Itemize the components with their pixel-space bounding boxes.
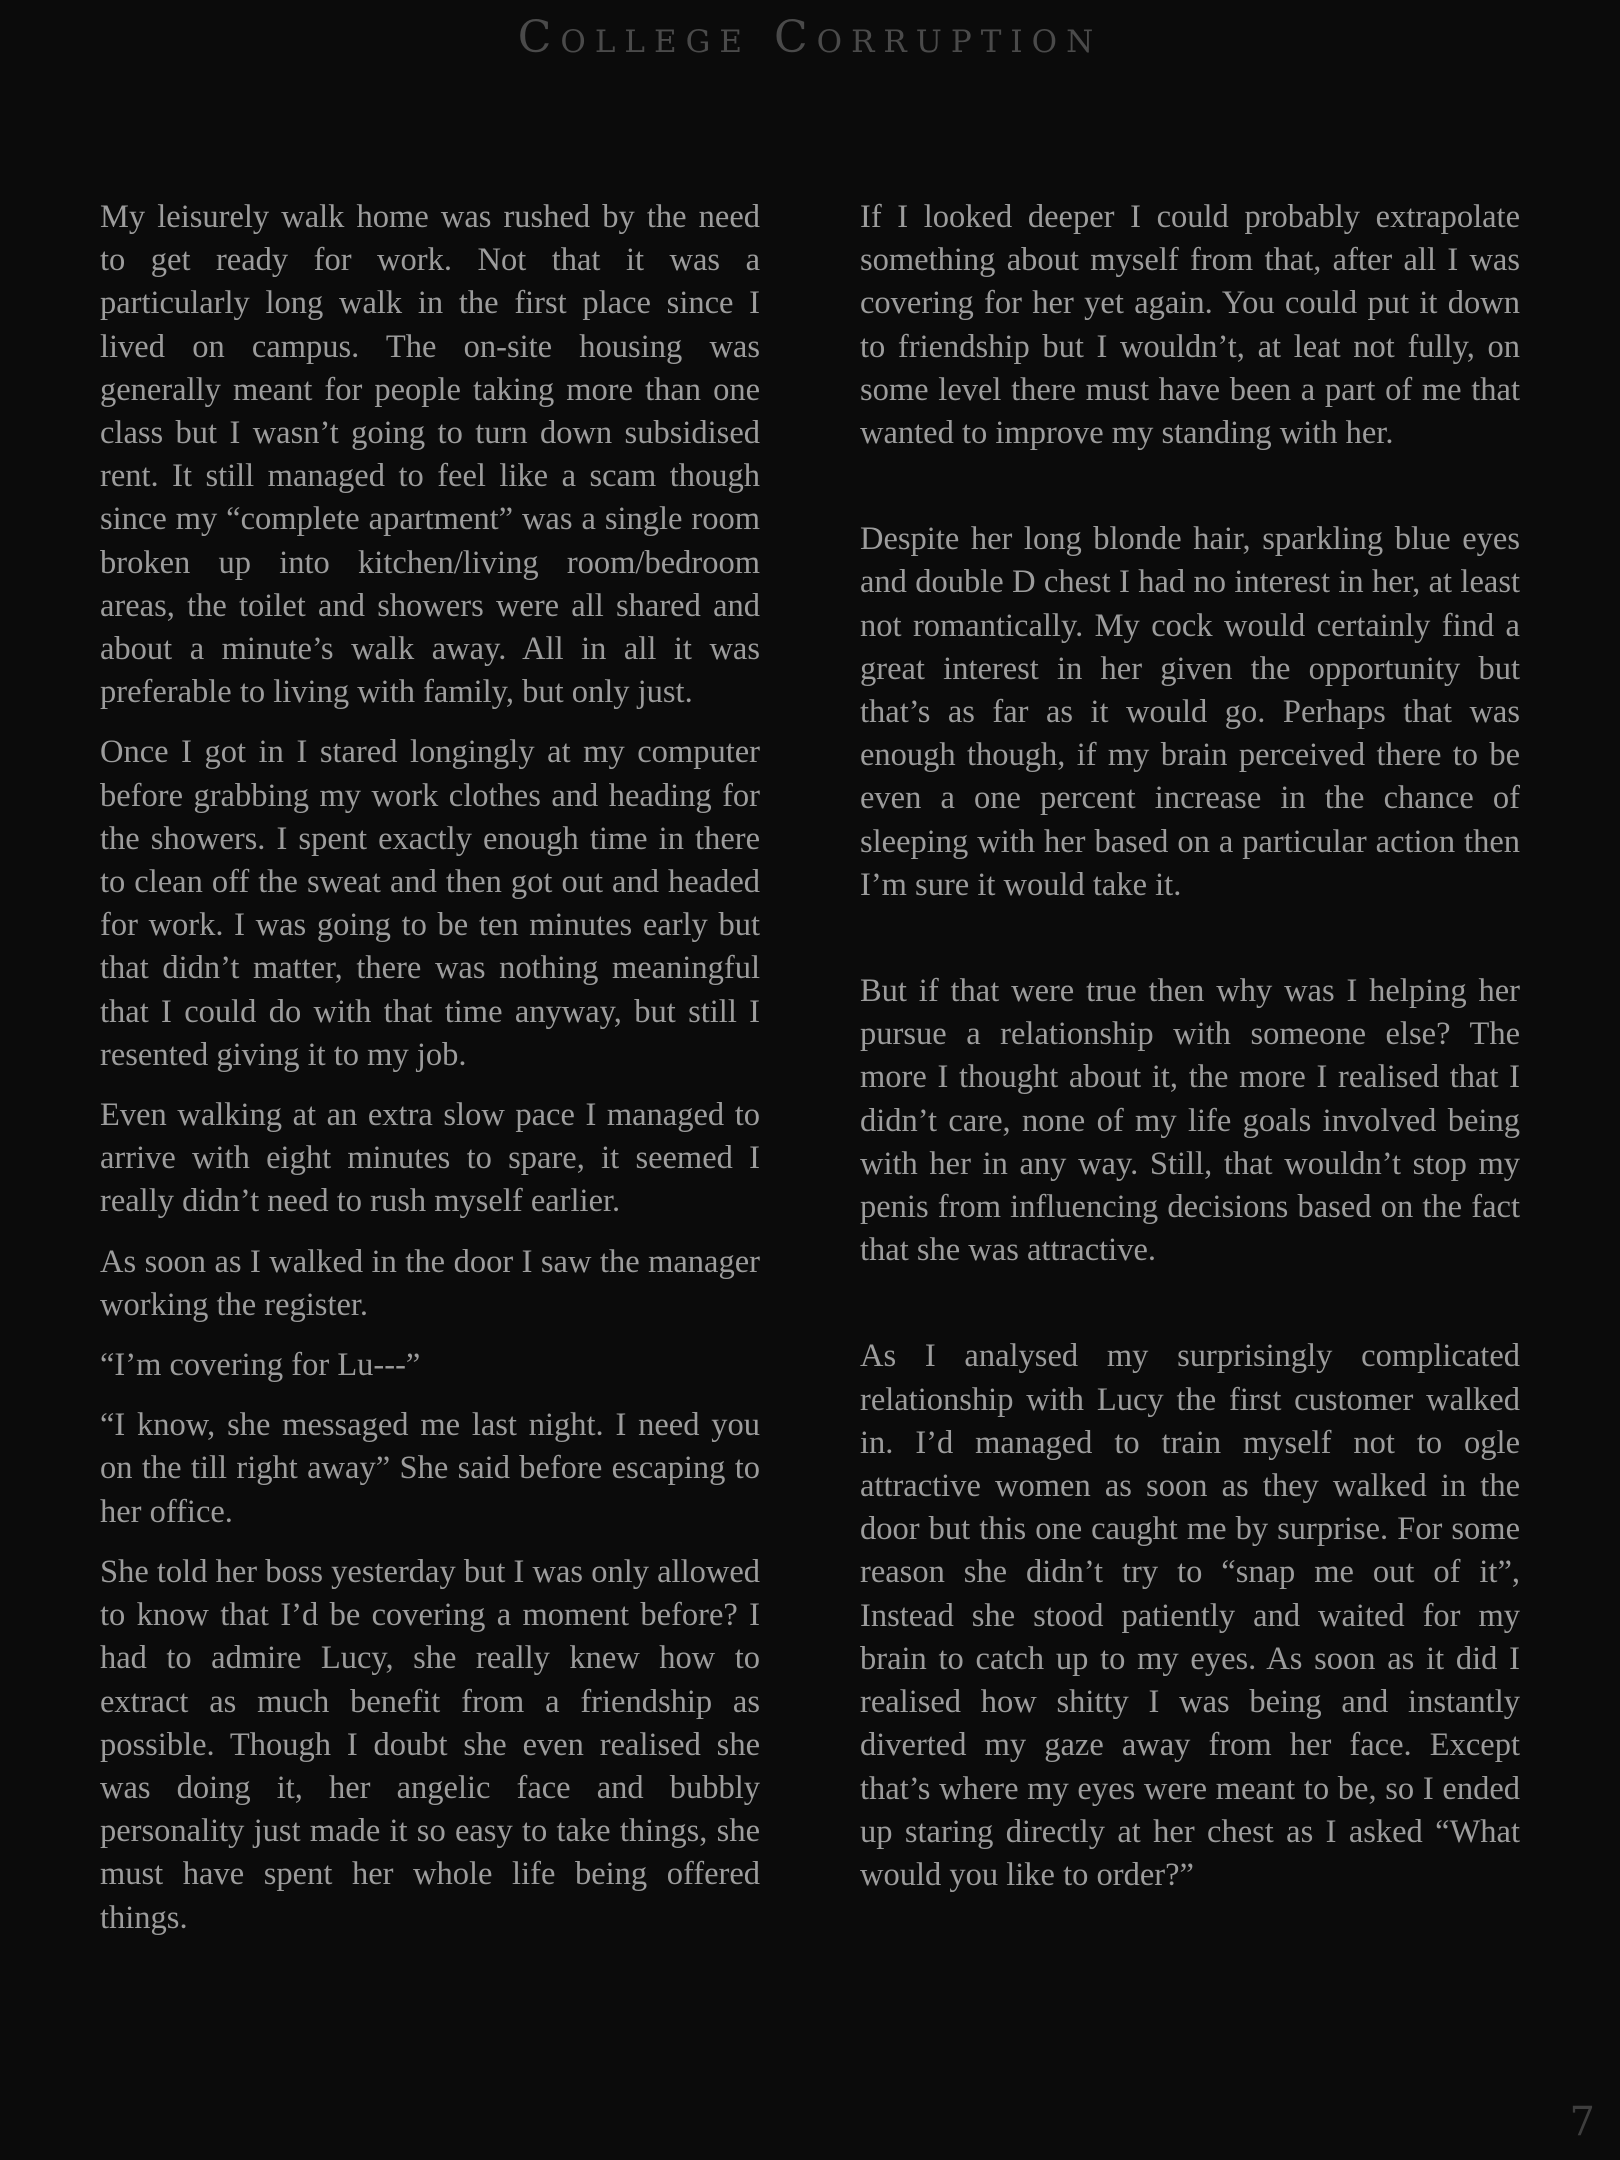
paragraph: “I’m covering for Lu---” xyxy=(100,1347,421,1384)
running-header-title: College Corruption xyxy=(517,12,1103,63)
left-text-column xyxy=(100,196,760,1957)
paragraph: As soon as I walked in the door I saw the manager working the register. xyxy=(100,1243,760,1323)
paragraph: “I know, she messaged me last night. I need you on the till right away” She said before escaping to her office. xyxy=(100,1407,760,1530)
paragraph: My leisurely walk home was rushed by the need to get ready for work. Not that it was a particularly long walk in the first place since I lived on campus. The on-site housing was generally meant for people taking more than one class but I wasn’t going to turn down subsidised rent. It still managed to feel like a scam though since my “complete apartment” was a single room broken up into kitchen/living room/bedroom areas, the toilet and showers were all shared and about a minute’s walk away. All in all it was preferable to living with family, but only just. xyxy=(100,199,760,711)
paragraph: If I looked deeper I could probably extrapolate something about myself from that, after all I was covering for her yet again. You could put it down to friendship but I wouldn’t, at leat not fully, on some level there must have been a part of me that wanted to improve my standing with her. xyxy=(860,199,1520,452)
paragraph: As I analysed my surprisingly complicated relationship with Lucy the first customer walked in. I’d managed to train myself not to ogle attractive women as soon as they walked in the door but this one caught me by surprise. For some reason she didn’t try to “snap me out of it”, Instead she stood patiently and waited for my brain to catch up to my eyes. As soon as it did I realised how shitty I was being and instantly diverted my gaze away from her face. Except that’s where my eyes were meant to be, so I ended up staring directly at her chest as I asked “What would you like to order?” xyxy=(860,1338,1520,1893)
right-text-column xyxy=(860,196,1520,1960)
paragraph: Even walking at an extra slow pace I managed to arrive with eight minutes to spare, it seemed I really didn’t need to rush myself earlier. xyxy=(100,1097,760,1220)
paragraph: But if that were true then why was I helping her pursue a relationship with someone else? The more I thought about it, the more I realised that I didn’t care, none of my life goals involved being with her in any way. Still, that wouldn’t stop my penis from influencing decisions based on the fact that she was attractive. xyxy=(860,973,1520,1269)
paragraph: She told her boss yesterday but I was only allowed to know that I’d be covering a moment before? I had to admire Lucy, she really knew how to extract as much benefit from a friendship as possible. Though I doubt she even realised she was doing it, her angelic face and bubbly personality just made it so easy to take things, she must have spent her whole life being offered things. xyxy=(100,1553,760,1936)
paragraph: Once I got in I stared longingly at my computer before grabbing my work clothes and heading for the showers. I spent exactly enough time in there to clean off the sweat and then got out and headed for work. I was going to be ten minutes early but that didn’t matter, there was nothing meaningful that I could do with that time anyway, but still I resented giving it to my job. xyxy=(100,734,760,1073)
page-number: 7 xyxy=(1569,2099,1595,2145)
paragraph: Despite her long blonde hair, sparkling blue eyes and double D chest I had no interest in her, at least not romantically. My cock would certainly find a great interest in her given the opportunity but that’s as far as it would go. Perhaps that was enough though, if my brain perceived there to be even a one percent increase in the chance of sleeping with her based on a particular action then I’m sure it would take it. xyxy=(860,521,1520,903)
